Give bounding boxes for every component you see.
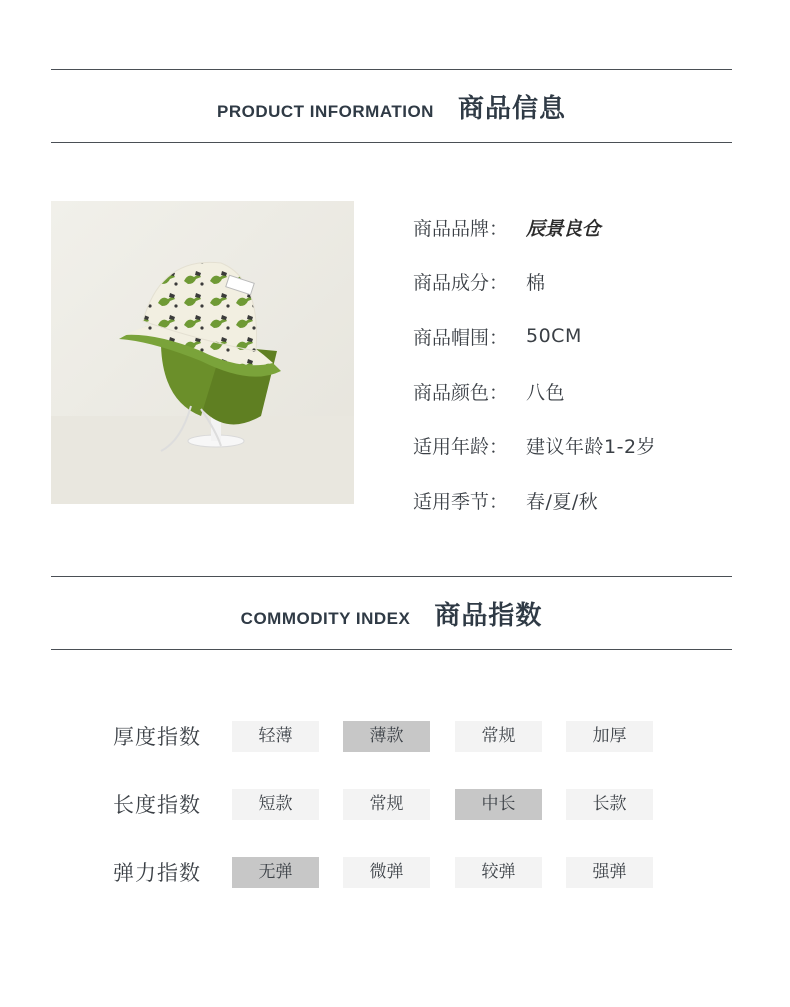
info-value: 棉	[526, 272, 546, 295]
commodity-index-title-cn: 商品指数	[434, 601, 543, 631]
product-info-title-cn: 商品信息	[457, 94, 566, 124]
commodity-index-title-en: COMMODITY INDEX	[240, 609, 411, 628]
index-option-selected: 无弹	[232, 857, 319, 888]
index-option: 轻薄	[232, 721, 319, 752]
index-option: 加厚	[566, 721, 653, 752]
info-row-season	[413, 473, 733, 528]
product-photo	[51, 201, 354, 504]
info-label: 商品成分：	[413, 272, 509, 295]
index-label: 厚度指数	[113, 725, 201, 749]
info-label: 商品帽围：	[413, 326, 509, 349]
index-label: 弹力指数	[113, 861, 201, 885]
index-top-divider	[51, 576, 732, 577]
info-value: 八色	[526, 381, 566, 404]
index-option: 常规	[343, 789, 430, 820]
product-info-title-en: PRODUCT INFORMATION	[217, 102, 434, 121]
info-label: 商品品牌：	[413, 217, 509, 240]
product-info-heading	[51, 88, 732, 125]
index-option-selected: 中长	[455, 789, 542, 820]
top-divider	[51, 69, 732, 70]
index-option: 微弹	[343, 857, 430, 888]
info-value: 50CM	[526, 325, 582, 348]
commodity-index-heading	[51, 595, 732, 632]
index-option: 短款	[232, 789, 319, 820]
index-option-selected: 薄款	[343, 721, 430, 752]
info-row-color	[413, 364, 733, 419]
info-label: 适用季节：	[413, 490, 509, 513]
index-option: 较弹	[455, 857, 542, 888]
info-label: 商品颜色：	[413, 381, 509, 404]
index-option: 强弹	[566, 857, 653, 888]
index-option: 长款	[566, 789, 653, 820]
commodity-index-divider	[51, 649, 732, 650]
product-info-divider	[51, 142, 732, 143]
index-row-elasticity	[113, 857, 673, 889]
info-row-brand	[413, 200, 733, 255]
info-label: 适用年龄：	[413, 436, 509, 459]
info-row-material	[413, 255, 733, 310]
index-option: 常规	[455, 721, 542, 752]
index-row-length	[113, 789, 673, 821]
info-value: 建议年龄1-2岁	[526, 436, 657, 459]
info-value: 春/夏/秋	[526, 490, 599, 513]
index-row-thickness	[113, 721, 673, 753]
bucket-hat-image	[51, 201, 354, 504]
info-row-circumference	[413, 309, 733, 364]
brand-logo: 辰景良仓	[526, 217, 601, 240]
product-info-list	[413, 200, 733, 528]
index-label: 长度指数	[113, 793, 201, 817]
info-row-age	[413, 418, 733, 473]
